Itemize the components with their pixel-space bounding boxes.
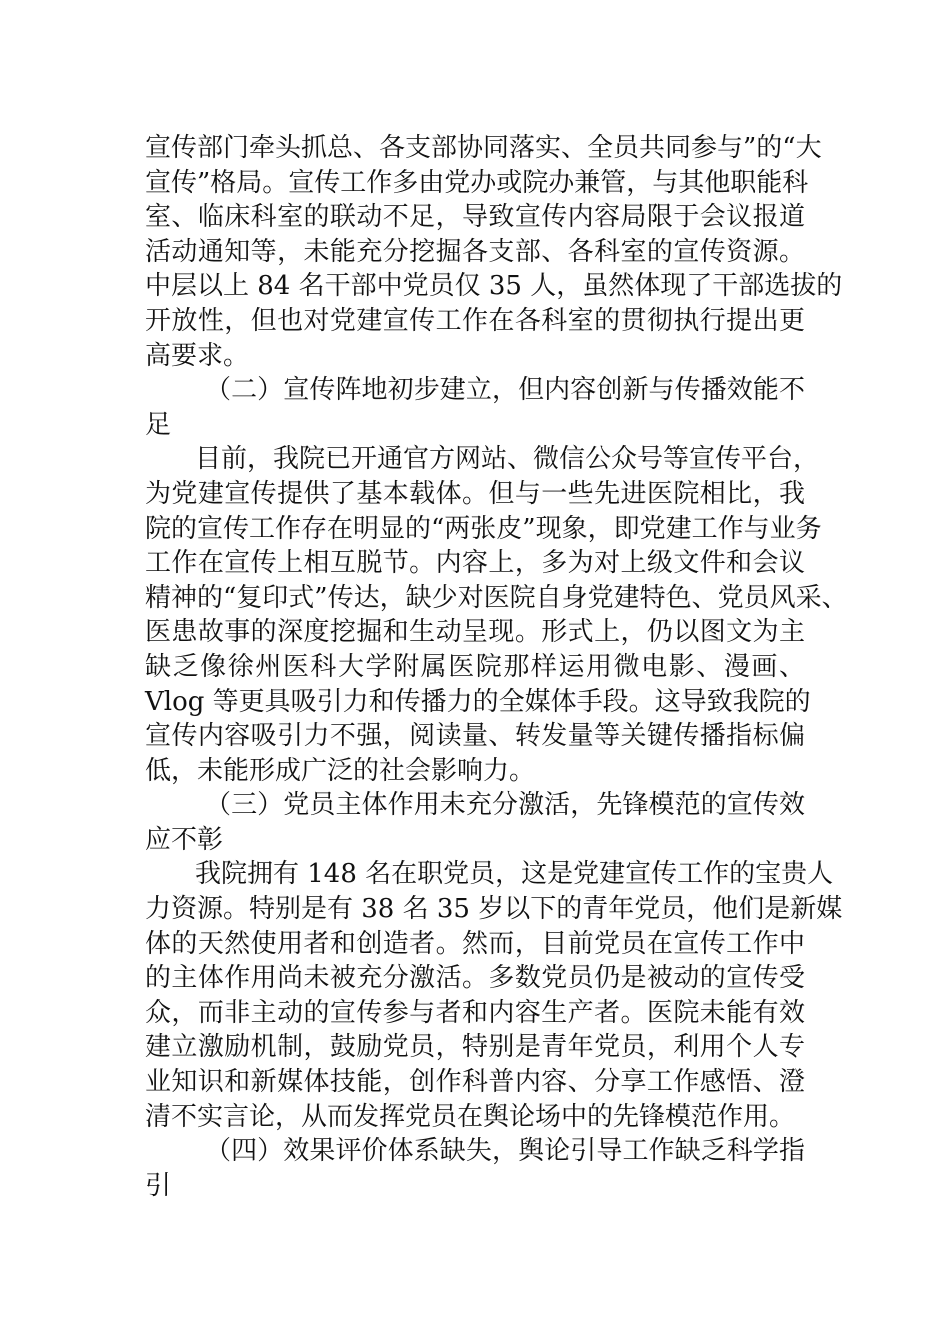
- text-line: 工作在宣传上相互脱节。内容上，多为对上级文件和会议: [145, 548, 805, 579]
- text-line: 众，而非主动的宣传参与者和内容生产者。医院未能有效: [145, 997, 805, 1028]
- section-heading: [145, 788, 805, 857]
- body-paragraph: [145, 857, 843, 1134]
- text-line: 体的天然使用者和创造者。然而，目前党员在宣传工作中: [145, 928, 805, 959]
- text-line: 高要求。: [145, 340, 250, 371]
- text-line: 精神的“复印式”传达，缺少对医院自身党建特色、党员风采、: [145, 582, 848, 613]
- text-line: 宣传部门牵头抓总、各支部协同落实、全员共同参与”的“大: [145, 133, 822, 163]
- text-line: 应不彰: [145, 824, 224, 855]
- text-line: 开放性，但也对党建宣传工作在各科室的贯彻执行提出更: [145, 305, 805, 336]
- text-line: 室、临床科室的联动不足，导致宣传内容局限于会议报道: [145, 202, 805, 233]
- text-line: 目前，我院已开通官方网站、微信公众号等宣传平台，: [195, 444, 820, 475]
- text-line: 活动通知等，未能充分挖掘各支部、各科室的宣传资源。: [145, 236, 805, 267]
- text-line: 力资源。特别是有 38 名 35 岁以下的青年党员，他们是新媒: [145, 894, 843, 925]
- document-page: [145, 131, 848, 1203]
- body-paragraph: [145, 442, 848, 788]
- text-line: Vlog 等更具吸引力和传播力的全媒体手段。这导致我院的: [145, 686, 811, 717]
- text-line: 建立激励机制，鼓励党员，特别是青年党员，利用个人专: [145, 1032, 805, 1063]
- text-line: 缺乏像徐州医科大学附属医院那样运用微电影、漫画、: [145, 651, 805, 682]
- text-line: 的主体作用尚未被充分激活。多数党员仍是被动的宣传受: [145, 963, 805, 994]
- text-line: 业知识和新媒体技能，创作科普内容、分享工作感悟、澄: [145, 1067, 805, 1098]
- section-heading: [145, 373, 805, 442]
- text-line: 引: [145, 1170, 172, 1201]
- text-line: （三）党员主体作用未充分激活，先锋模范的宣传效: [205, 790, 805, 821]
- text-line: 宣传内容吸引力不强，阅读量、转发量等关键传播指标偏: [145, 721, 805, 752]
- body-paragraph: [145, 131, 843, 373]
- text-line: 院的宣传工作存在明显的“两张皮”现象，即党建工作与业务: [145, 513, 822, 544]
- text-line: 中层以上 84 名干部中党员仅 35 人，虽然体现了干部选拔的: [145, 271, 843, 302]
- text-line: 宣传”格局。宣传工作多由党办或院办兼管，与其他职能科: [145, 167, 809, 198]
- text-line: 医患故事的深度挖掘和生动呈现。形式上，仍以图文为主: [145, 617, 805, 648]
- text-line: 低，未能形成广泛的社会影响力。: [145, 755, 536, 786]
- text-line: （四）效果评价体系缺失，舆论引导工作缺乏科学指: [205, 1136, 805, 1167]
- text-line: 清不实言论，从而发挥党员在舆论场中的先锋模范作用。: [145, 1101, 796, 1132]
- text-line: （二）宣传阵地初步建立，但内容创新与传播效能不: [205, 375, 805, 406]
- text-line: 足: [145, 409, 172, 440]
- section-heading: [145, 1134, 805, 1203]
- text-line: 我院拥有 148 名在职党员，这是党建宣传工作的宝贵人: [195, 859, 834, 890]
- text-line: 为党建宣传提供了基本载体。但与一些先进医院相比，我: [145, 478, 805, 509]
